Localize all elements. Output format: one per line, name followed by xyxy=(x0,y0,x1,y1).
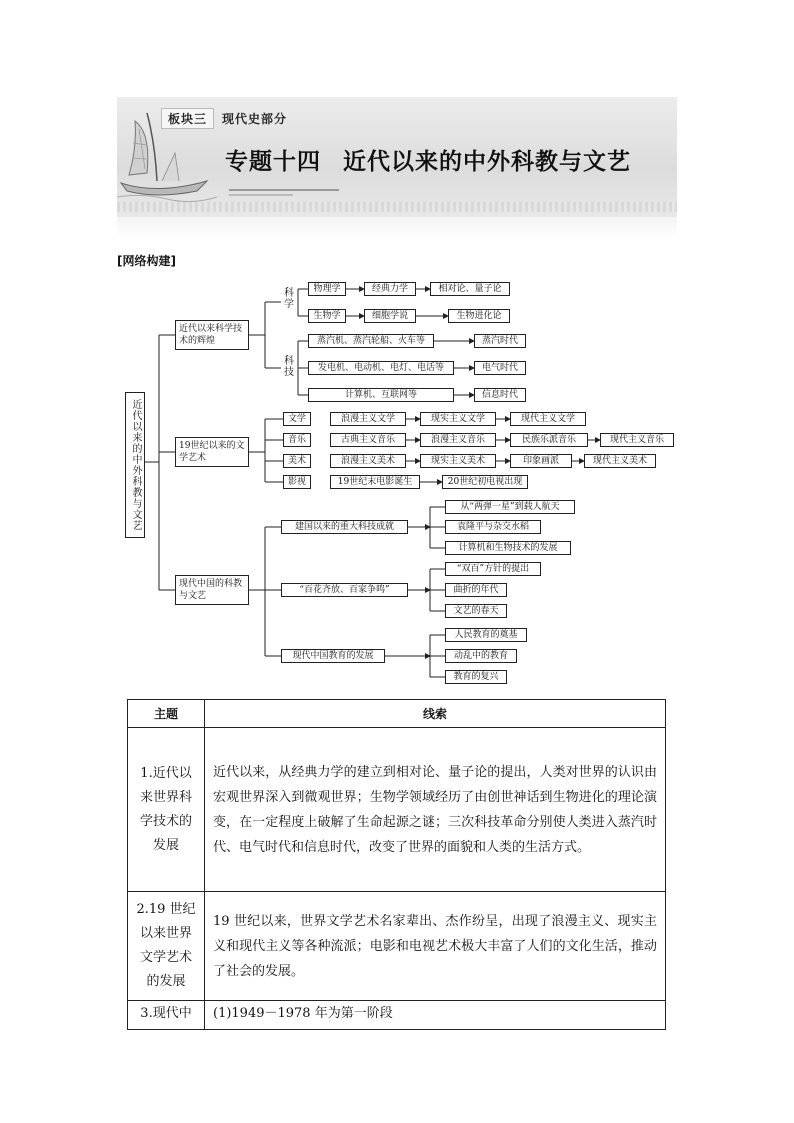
row-clue: 近代以来，从经典力学的建立到相对论、量子论的提出，人类对世界的认识由宏观世界深入到微观世界；生物学领域经历了由创世神话到生物进化的理论演变，在一定程度上破解了生命起源之谜；三次科技革命分别使人类进入蒸汽时代、电气时代和信息时代，改变了世界的面貌和人类的生活方式。 xyxy=(205,728,666,892)
node-art-romantic: 浪漫主义美术 xyxy=(330,454,406,468)
tech-label: 科技 xyxy=(284,356,294,378)
node-film: 影视 xyxy=(283,475,311,489)
node-relativity-quantum: 相对论、量子论 xyxy=(430,282,510,296)
node-art-modern: 现代主义美术 xyxy=(584,454,656,468)
table-row xyxy=(128,1001,666,1030)
column-header-topic: 主题 xyxy=(128,700,205,728)
node-yuan-longping: 袁隆平与杂交水稻 xyxy=(445,520,541,534)
topic-title: 近代以来的中外科教与文艺 xyxy=(343,149,631,175)
science-label: 科学 xyxy=(284,288,294,310)
node-classical-mechanics: 经典力学 xyxy=(364,282,416,296)
node-sci-achievements: 建国以来的重大科技成就 xyxy=(281,520,408,534)
kicker-tag: 板块三 xyxy=(161,108,214,129)
branch-science-tech: 近代以来科学技术的辉煌 xyxy=(175,320,249,350)
node-tv: 20世纪初电视出现 xyxy=(442,475,528,489)
row-clue: (1)1949－1978 年为第一阶段 xyxy=(205,1001,666,1030)
clue-table xyxy=(127,699,666,1030)
node-evolution: 生物进化论 xyxy=(448,309,510,323)
branch-modern-china: 现代中国的科教与文艺 xyxy=(175,575,249,605)
node-lit-romantic: 浪漫主义文学 xyxy=(330,412,406,426)
node-lit-modern: 现代主义文学 xyxy=(510,412,586,426)
node-computer-items: 计算机、互联网等 xyxy=(308,388,454,402)
node-steam-age: 蒸汽时代 xyxy=(474,334,526,348)
node-steam-items: 蒸汽机、蒸汽轮船、火车等 xyxy=(308,334,434,348)
node-cell-theory: 细胞学说 xyxy=(364,309,416,323)
node-electric-items: 发电机、电动机、电灯、电话等 xyxy=(308,361,454,375)
node-mus-romantic: 浪漫主义音乐 xyxy=(420,433,496,447)
row-topic: 3.现代中 xyxy=(128,1001,205,1030)
node-edu-founding: 人民教育的奠基 xyxy=(445,628,527,642)
node-computer-bio: 计算机和生物技术的发展 xyxy=(445,541,571,555)
column-header-clue: 线索 xyxy=(205,700,666,728)
kicker-text: 现代史部分 xyxy=(222,112,288,126)
node-art-realist: 现实主义美术 xyxy=(420,454,496,468)
node-mus-modern: 现代主义音乐 xyxy=(600,433,674,447)
node-mus-classical: 古典主义音乐 xyxy=(330,433,406,447)
node-info-age: 信息时代 xyxy=(474,388,526,402)
node-education: 现代中国教育的发展 xyxy=(281,649,385,663)
node-twisted-years: 曲折的年代 xyxy=(445,583,507,597)
node-electric-age: 电气时代 xyxy=(474,361,526,375)
table-header-row xyxy=(128,700,666,728)
node-biology: 生物学 xyxy=(308,309,346,323)
table-row xyxy=(128,728,666,892)
row-topic: 1.近代以来世界科学技术的发展 xyxy=(128,728,205,892)
node-shuangbai: “双百”方针的提出 xyxy=(445,562,541,576)
section-label: [网络构建] xyxy=(117,254,176,268)
node-hundred-flowers: “百花齐放、百家争鸣” xyxy=(281,583,408,597)
node-culture-spring: 文艺的春天 xyxy=(445,604,507,618)
node-art: 美术 xyxy=(283,454,311,468)
node-two-bombs: 从“两弹一星”到载人航天 xyxy=(445,500,575,514)
node-film-birth: 19世纪末电影诞生 xyxy=(330,475,420,489)
node-music: 音乐 xyxy=(283,433,311,447)
mindmap-root: 近代以来的中外科教与文艺 xyxy=(125,392,145,538)
node-physics: 物理学 xyxy=(308,282,346,296)
row-topic: 2.19 世纪以来世界文学艺术的发展 xyxy=(128,892,205,1001)
node-edu-revival: 教育的复兴 xyxy=(445,670,507,684)
node-literature: 文学 xyxy=(283,412,311,426)
node-art-impression: 印象画派 xyxy=(510,454,572,468)
row-clue: 19 世纪以来，世界文学艺术名家辈出、杰作纷呈，出现了浪漫主义、现实主义和现代主义等各种流派；电影和电视艺术极大丰富了人们的文化生活，推动了社会的发展。 xyxy=(205,892,666,1001)
node-edu-turmoil: 动乱中的教育 xyxy=(445,649,517,663)
node-lit-realist: 现实主义文学 xyxy=(420,412,496,426)
branch-literature-art: 19世纪以来的文学艺术 xyxy=(175,437,249,467)
topic-number: 专题十四 xyxy=(225,149,321,175)
table-row xyxy=(128,892,666,1001)
node-mus-national: 民族乐派音乐 xyxy=(510,433,588,447)
